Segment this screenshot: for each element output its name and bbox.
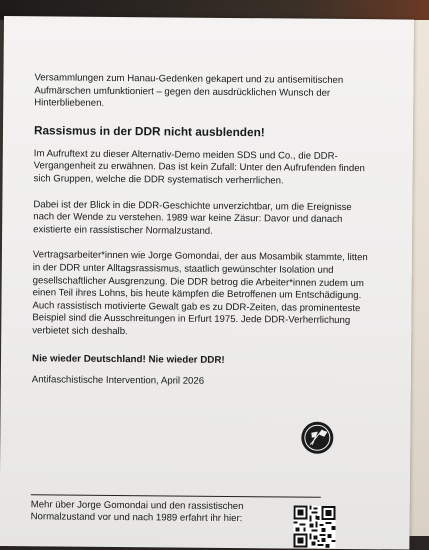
- flyer-text-body: [32, 72, 375, 388]
- more-info-text: Mehr über Jorge Gomondai und den rassistischen Normalzustand vor und nach 1989 erfahrt ihr hier:: [30, 499, 244, 525]
- signature: Antifaschistische Intervention, April 2026: [31, 373, 205, 387]
- flyer-sheet: [0, 16, 414, 550]
- qr-code-icon[interactable]: [293, 506, 335, 548]
- paragraph-2: Dabei ist der Blick in die DDR-Geschichte unverzichtbar, um die Ereignisse nach der Wende zu verstehen. 1989 war keine Zäsur: Davor und danach existierte ein rassistischer Normalzustand.: [33, 198, 352, 237]
- closing-slogan: Nie wieder Deutschland! Nie wieder DDR!: [31, 352, 225, 366]
- divider-line: [31, 494, 321, 498]
- paragraph-1: Im Aufruftext zu dieser Alternativ-Demo meiden SDS und Co., die DDR-Vergangenheit zu erwähnen. Das ist kein Zufall: Unter den Aufrufenden finden sich Gruppen, welche die DDR systematisch verherrlichen.: [33, 148, 365, 187]
- paragraph-3: Vertragsarbeiter*innen wie Jorge Gomondai, der aus Mosambik stammte, litten in der DDR unter Alltagsrassismus, staatlich gewünschter Isolation und gesellschaftlicher Ausgrenzung. Die DDR betrog die Arbeiter*innen zudem um einen Teil ihres Lohns, bis heute kämpfen die Betroffenen um Entschädigung. Auch rassistisch motivierte Gewalt gab es zu DDR-Zeiten, das prominenteste Beispiel sind die Ausschreitungen in Erfurt 1975. Jede DDR-Verherrlichung verbietet sich deshalb.: [32, 249, 368, 337]
- intro-paragraph: Versammlungen zum Hanau-Gedenken gekapert und zu antisemitischen Aufmärschen umfunktioniert – gegen den ausdrücklichen Wunsch der Hinterbliebenen.: [34, 72, 344, 110]
- antifa-flags-logo-icon: [300, 421, 334, 455]
- section-heading: Rassismus in der DDR nicht ausblenden!: [33, 123, 265, 140]
